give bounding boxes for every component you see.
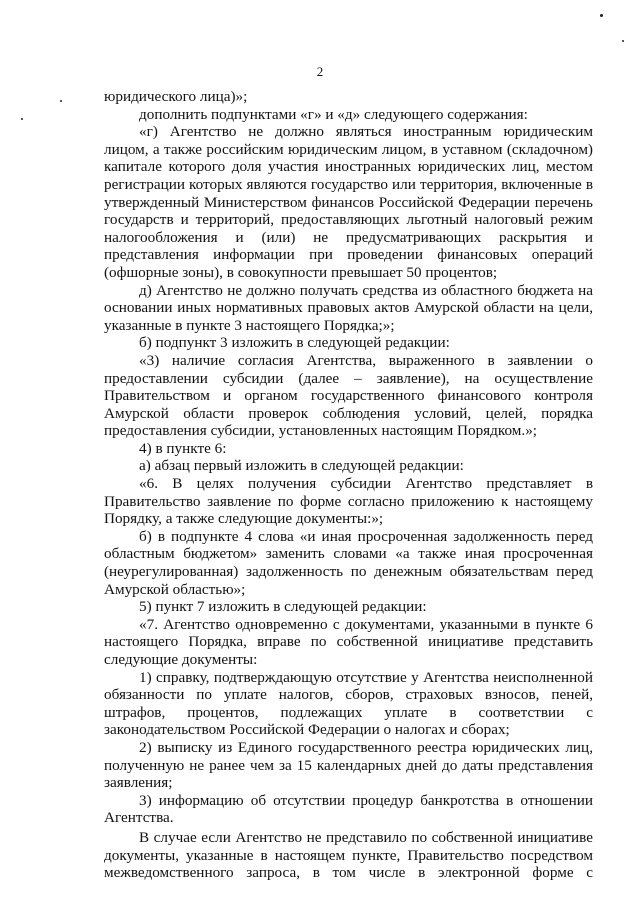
paragraph: «3) наличие согласия Агентства, выраженного в заявлении о предоставлении субсидии (далее – заявление), на осуществление Правительством и органом государственного финансового контроля Амурской области проверок соблюдения условий, целей, порядка предоставления субсидии, установленных настоящим Порядком.»; xyxy=(104,351,593,440)
paragraph: юридического лица)»; xyxy=(104,88,248,105)
page-number: 2 xyxy=(316,64,324,79)
scan-speck xyxy=(60,100,62,102)
scan-speck xyxy=(622,40,624,42)
document-body xyxy=(104,88,593,882)
scan-speck xyxy=(600,14,603,17)
paragraph: «7. Агентство одновременно с документами, указанными в пункте 6 настоящего Порядка, вправе по собственной инициативе представить следующие документы: xyxy=(104,615,593,668)
scan-speck xyxy=(21,118,23,120)
paragraph: 5) пункт 7 изложить в следующей редакции: xyxy=(139,598,427,616)
paragraph: «6. В целях получения субсидии Агентство представляет в Правительство заявление по форме согласно приложению к настоящему Порядку, а также следующие документы:»; xyxy=(104,475,593,528)
paragraph: а) абзац первый изложить в следующей редакции: xyxy=(139,457,464,475)
paragraph: В случае если Агентство не представило по собственной инициативе документы, указанные в настоящем пункте, Правительство посредством межведомственного запроса, в том числе в электронной форме с xyxy=(104,828,593,882)
paragraph: 1) справку, подтверждающую отсутствие у Агентства неисполненной обязанности по уплате налогов, сборов, страховых взносов, пеней, штрафов, процентов, подлежащих уплате в соответствии с законодательством Российской Федерации о налогах и сборах; xyxy=(104,668,593,739)
paragraph: 3) информацию об отсутствии процедур банкротства в отношении Агентства. xyxy=(104,791,593,827)
paragraph: «г) Агентство не должно являться иностранным юридическим лицом, а также российским юридическим лицом, в уставном (складочном) капитале которого доля участия иностранных юридических лиц, местом регистрации которых являются государство или территория, включенные в утвержденный Министерством финансов Российской Федерации перечень государств и территорий, предоставляющих льготный налоговый режим налогообложения и (или) не предусматривающих раскрытия и представления информации при проведении финансовых операций (офшорные зоны), в совокупности превышает 50 процентов; xyxy=(104,123,593,281)
paragraph: б) в подпункте 4 слова «и иная просроченная задолженность перед областным бюджетом» заменить словами «а также иная просроченная (неурегулированная) задолженность по денежным обязательствам перед Амурской областью»; xyxy=(104,527,593,598)
paragraph: 2) выписку из Единого государственного реестра юридических лиц, полученную не ранее чем за 15 календарных дней до даты представления заявления; xyxy=(104,738,593,792)
paragraph: дополнить подпунктами «г» и «д» следующего содержания: xyxy=(139,105,528,123)
paragraph: д) Агентство не должно получать средства из областного бюджета на основании иных нормативных правовых актов Амурской области на цели, указанные в пункте 3 настоящего Порядка;»; xyxy=(104,281,593,334)
paragraph: б) подпункт 3 изложить в следующей редакции: xyxy=(139,334,450,352)
paragraph: 4) в пункте 6: xyxy=(139,439,227,457)
